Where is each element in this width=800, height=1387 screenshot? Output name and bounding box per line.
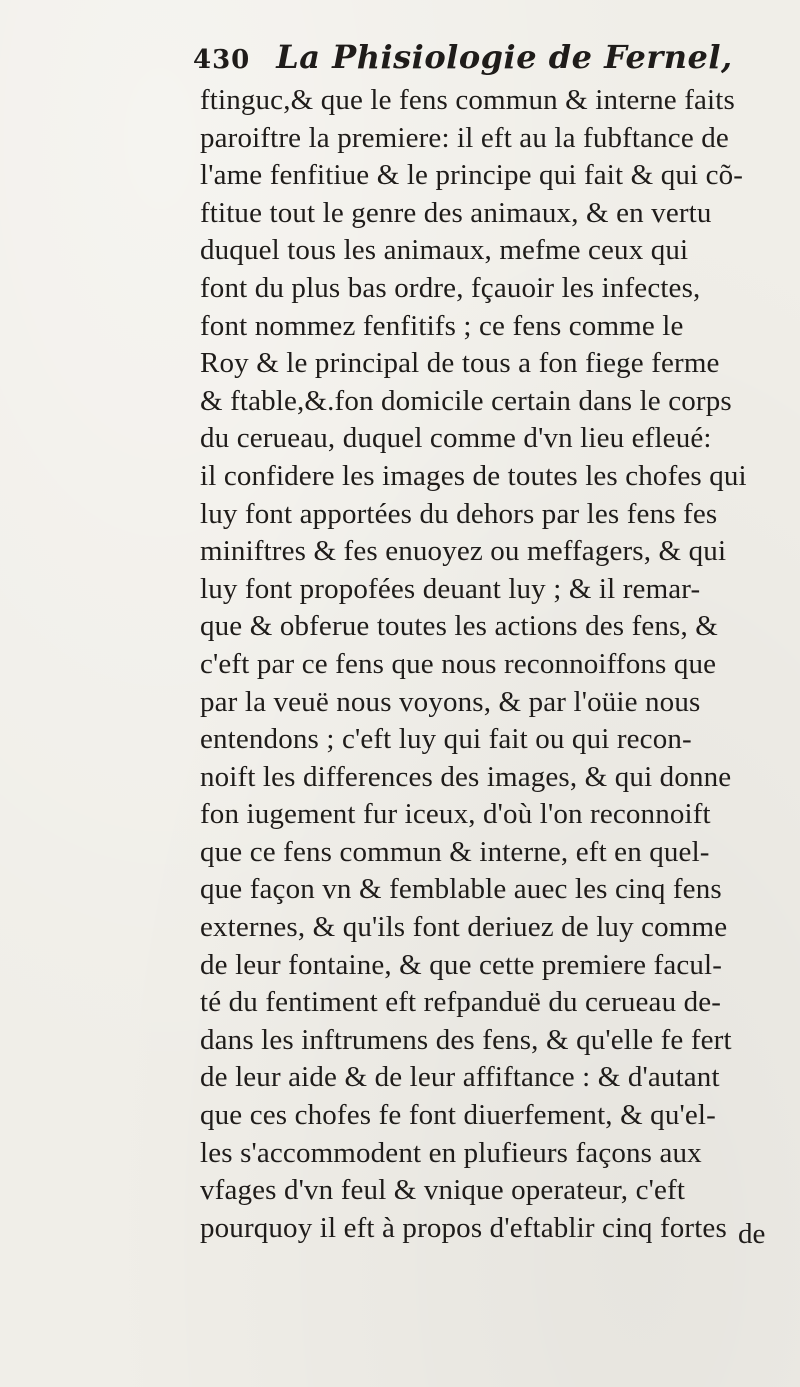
text-line: il confidere les images de toutes les chofes qui [200, 459, 747, 492]
text-line: paroiftre la premiere: il eft au la fubftance de [200, 121, 729, 154]
running-head [193, 38, 733, 78]
text-line: ftitue tout le genre des animaux, & en vertu [200, 196, 712, 229]
text-line: que façon vn & femblable auec les cinq fens [200, 873, 722, 906]
text-line: du cerueau, duquel comme d'vn lieu efleué: [200, 422, 712, 455]
text-line: vfages d'vn feul & vnique operateur, c'eft [200, 1174, 686, 1207]
text-line: entendons ; c'eft luy qui fait ou qui recon- [200, 723, 692, 756]
text-line: les s'accommodent en plufieurs façons aux [200, 1136, 702, 1169]
text-line: de leur fontaine, & que cette premiere facul- [200, 948, 723, 981]
text-line: pourquoy il eft à propos d'eftablir cinq fortes [200, 1211, 727, 1244]
catchword: de [738, 1218, 766, 1250]
text-line: Roy & le principal de tous a fon fiege ferme [200, 347, 720, 380]
text-line: que & obferue toutes les actions des fens, & [200, 610, 718, 643]
text-line: de leur aide & de leur affiftance : & d'autant [200, 1061, 720, 1094]
text-line: ftinguc,& que le fens commun & interne faits [200, 84, 735, 116]
text-line: dans les inftrumens des fens, & qu'elle fe fert [200, 1023, 732, 1056]
text-line: font nommez fenfitifs ; ce fens comme le [200, 309, 684, 342]
text-line: té du fentiment eft refpanduë du cerueau de- [200, 986, 722, 1019]
text-line: c'eft par ce fens que nous reconnoiffons que [200, 647, 717, 680]
text-line: que ces chofes fe font diuerfement, & qu'el- [200, 1099, 716, 1132]
text-line: par la veuë nous voyons, & par l'oüie nous [200, 685, 701, 718]
text-line: noift les differences des images, & qui donne [200, 760, 732, 793]
text-line: l'ame fenfitiue & le principe qui fait & qui cõ- [200, 159, 744, 192]
running-title: La Phisiologie de Fernel, [276, 38, 733, 76]
body-text [200, 82, 800, 1247]
text-line: luy font propofées deuant luy ; & il remar- [200, 572, 701, 605]
page-number: 430 [193, 45, 251, 75]
text-line: externes, & qu'ils font deriuez de luy comme [200, 911, 728, 944]
text-line: duquel tous les animaux, mefme ceux qui [200, 234, 689, 267]
text-line: que ce fens commun & interne, eft en quel- [200, 835, 710, 868]
text-line: fon iugement fur iceux, d'où l'on reconnoift [200, 798, 711, 831]
text-line: font du plus bas ordre, fçauoir les infectes, [200, 271, 701, 304]
text-line: luy font apportées du dehors par les fens fes [200, 497, 718, 530]
text-line: & ftable,&.fon domicile certain dans le corps [200, 384, 732, 417]
text-line: miniftres & fes enuoyez ou meffagers, & qui [200, 535, 727, 568]
